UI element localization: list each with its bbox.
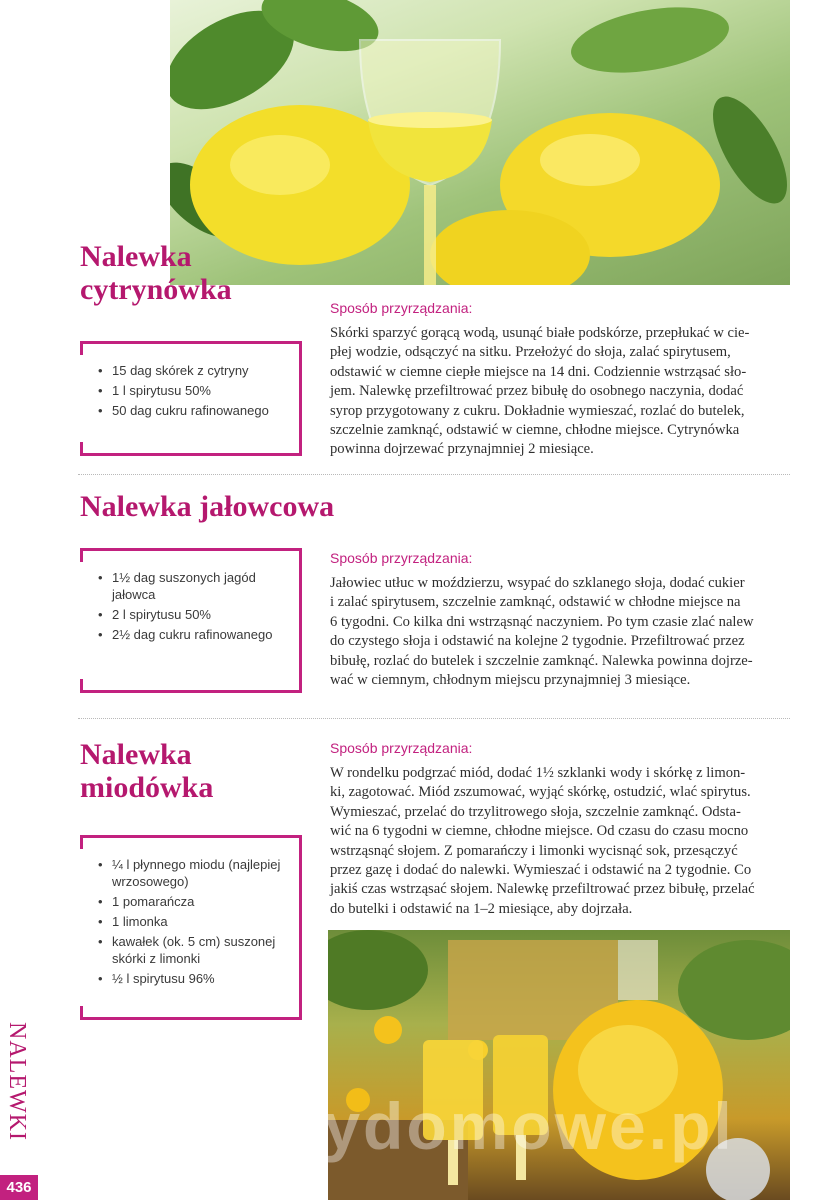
method-text: Skórki sparzyć gorącą wodą, usunąć białe podskórze, przepłukać w cie- płej wodzie, odsączyć na sitku. Przełożyć do słoja, zalać spirytusem, odstawić w ciemne ciepłe miejsce na 14 dni. Codziennie wstrząsać sło- jem. Nalewkę przefiltrować przez bibułę do osobnego naczynia, dodać syrop przygotowany z cukru. Dokładnie wymieszać, rozlać do butelek, szczelnie zamknąć, odstawić w ciemne, chłodne miejsce. Cytrynówka powinna dojrzewać przynajmniej 2 miesiące.: [330, 325, 750, 458]
section-divider: [78, 474, 790, 475]
recipe-title-cytrynowka: Nalewka cytrynówka: [80, 240, 232, 306]
recipe-title-jalowcowa: Nalewka jałowcowa: [80, 490, 335, 523]
ingredient-item: • 1 limonka: [98, 913, 287, 930]
recipe-title-miodowka: Nalewka miodówka: [80, 738, 214, 804]
ingredient-item: • ¼ l płynnego miodu (najlepiej wrzosowego): [98, 856, 287, 890]
page-number: 436: [0, 1175, 38, 1200]
ingredients-box-jalowcowa: [80, 548, 302, 693]
ingredient-item: • 1½ dag suszonych jagód jałowca: [98, 569, 287, 603]
ingredient-item: • 2½ dag cukru rafinowanego: [98, 626, 287, 643]
ingredient-item: • ½ l spirytusu 96%: [98, 970, 287, 987]
ingredients-list: [98, 362, 287, 419]
ingredient-item: • 1 pomarańcza: [98, 893, 287, 910]
section-divider: [78, 718, 790, 719]
ingredient-item: • kawałek (ok. 5 cm) suszonej skórki z limonki: [98, 933, 287, 967]
method-heading: Sposób przyrządzania:: [330, 740, 473, 756]
ingredients-box-cytrynowka: [80, 341, 302, 456]
section-side-label: NALEWKI: [4, 1022, 30, 1141]
method-heading: Sposób przyrządzania:: [330, 550, 473, 566]
method-cytrynowka: [330, 300, 792, 460]
method-heading: Sposób przyrządzania:: [330, 300, 473, 316]
watermark: wedlinydomowe.pl: [100, 1089, 735, 1163]
ingredient-item: • 50 dag cukru rafinowanego: [98, 402, 287, 419]
ingredients-box-miodowka: [80, 835, 302, 1020]
lemon-liqueur-photo: [170, 0, 790, 285]
method-miodowka: [330, 740, 792, 919]
ingredients-list: [98, 856, 287, 987]
method-jalowcowa: [330, 550, 792, 690]
ingredient-item: • 1 l spirytusu 50%: [98, 382, 287, 399]
ingredient-item: • 15 dag skórek z cytryny: [98, 362, 287, 379]
method-text: Jałowiec utłuc w moździerzu, wsypać do szklanego słoja, dodać cukier i zalać spirytusem, szczelnie zamknąć, odstawić w chłodne miejsce na 6 tygodni. Co kilka dni wstrząsnąć naczyniem. Po tym czasie zlać nalew do czystego słoja i odstawić na kolejne 2 tygodnie. Przefiltrować przez bibułę, rozlać do butelek i szczelnie zamknąć. Nalewka powinna dojrze- wać w ciemnym, chłodnym miejscu przynajmniej 3 miesiące.: [330, 575, 754, 689]
method-text: W rondelku podgrzać miód, dodać 1½ szklanki wody i skórkę z limon- ki, zagotować. Miód zszumować, wyjąć skórkę, ostudzić, wlać spirytus. Wymieszać, przelać do trzylitrowego słoja, szczelnie zamknąć. Odsta- wić na 6 tygodni w ciemne, chłodne miejsce. Od czasu do czasu mocno wstrząsnąć słojem. Z pomarańczy i limonki wycisnąć sok, przesączyć przez gazę i dodać do nalewki. Wymieszać i odstawić na 2 tygodnie. Co jakiś czas wstrząsać słojem. Nalewkę przefiltrować przez bibułę, przelać do butelki i odstawić na 1–2 miesiące, aby dojrzała.: [330, 765, 755, 917]
ingredients-list: [98, 569, 287, 643]
ingredient-item: • 2 l spirytusu 50%: [98, 606, 287, 623]
